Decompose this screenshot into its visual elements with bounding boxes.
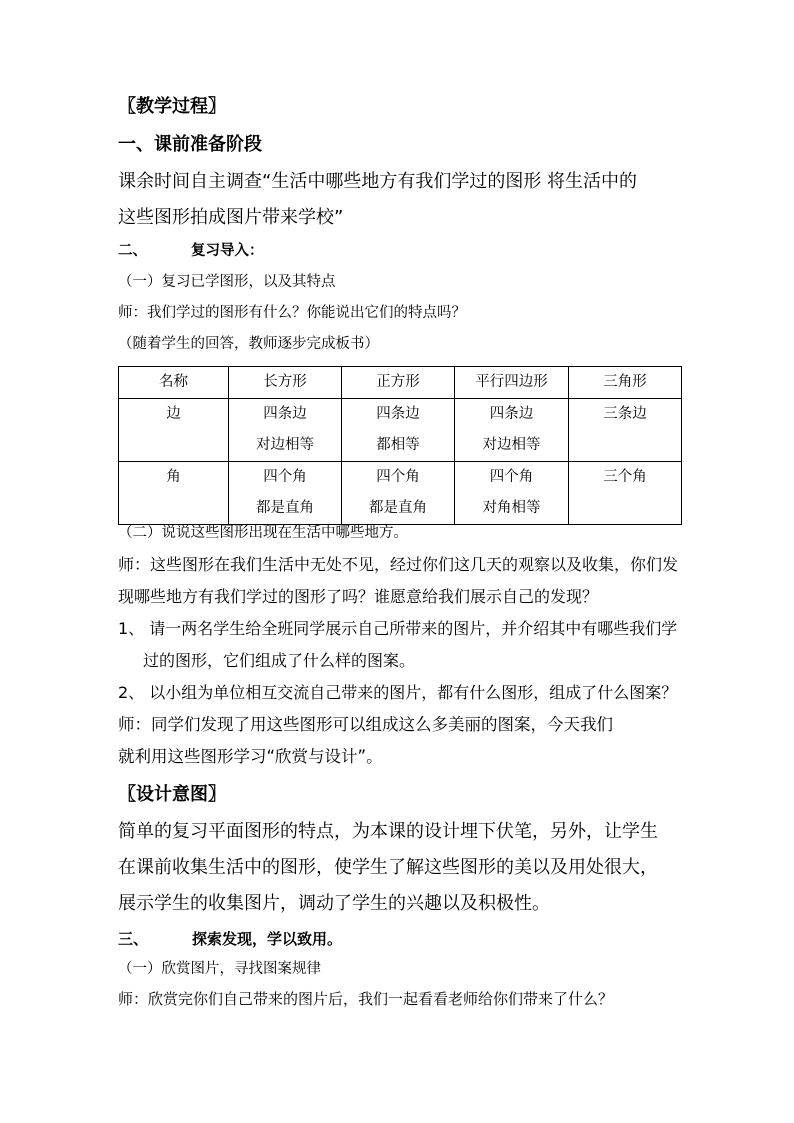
table-row (119, 399, 682, 462)
table-header-cell: 三角形 (569, 367, 682, 399)
table-cell (229, 399, 342, 462)
list-item-2: 2、 以小组为单位相互交流自己带来的图片，都有什么图形，组成了什么图案？ (118, 683, 678, 702)
teacher-note: （随着学生的回答，教师逐步完成板书） (118, 336, 379, 352)
table-cell (229, 462, 342, 525)
cell-line: 对角相等 (482, 500, 541, 516)
part2-number: 二、 (118, 243, 147, 259)
row-label-text: 角 (166, 469, 181, 485)
part3-heading (118, 932, 342, 947)
cell-line: 对边相等 (256, 437, 314, 453)
row-label-text: 边 (166, 406, 181, 422)
teacher-paragraph2-line2: 就利用这些图形学习“欣赏与设计”。 (118, 747, 383, 766)
cell-line: 四个角 (489, 469, 534, 485)
cell-line: 四条边 (376, 406, 420, 422)
part3-number: 三、 (118, 930, 149, 948)
part3-teacher-question: 师：欣赏完你们自己带来的图片后，我们一起看看老师给你们带来了什么？ (118, 990, 614, 1008)
table-cell (342, 399, 455, 462)
section-heading-design-intent: 〖设计意图〗 (118, 784, 226, 805)
shape-properties-table (118, 366, 682, 525)
teacher-paragraph2-line1: 师：同学们发现了用这些图形可以组成这么多美丽的图案，今天我们 (118, 715, 613, 734)
part1-heading: 一、课前准备阶段 (118, 134, 262, 155)
cell-line: 对边相等 (482, 437, 541, 453)
cell-line: 四个角 (376, 469, 420, 485)
table-cell (455, 462, 569, 525)
cell-line (569, 493, 681, 524)
cell-line: 四条边 (489, 406, 534, 422)
table-cell (342, 462, 455, 525)
table-header-row (119, 367, 682, 399)
teacher-paragraph-line2: 现哪些地方有我们学过的图形了吗？谁愿意给我们展示自己的发现？ (118, 587, 599, 606)
cell-line: 都相等 (376, 437, 420, 453)
list-item-1-line2: 过的图形，它们组成了什么样的图案。 (143, 651, 416, 670)
cell-line: 都是直角 (369, 500, 427, 516)
design-paragraph-line3: 展示学生的收集图片，调动了学生的兴趣以及积极性。 (118, 893, 550, 914)
subsection-2: （二）说说这些图形出现在生活中哪些地方。 (118, 525, 408, 541)
table-header-cell: 长方形 (229, 367, 342, 399)
cell-line: 四条边 (263, 406, 307, 422)
part3-subsection-1: （一）欣赏图片，寻找图案规律 (118, 961, 321, 977)
table-cell (569, 462, 682, 525)
teacher-paragraph-line1: 师：这些图形在我们生活中无处不见，经过你们这几天的观察以及收集，你们发 (118, 555, 679, 574)
cell-line: 四个角 (263, 469, 307, 485)
table-header-cell: 平行四边形 (455, 367, 569, 399)
part2-title: 复习导入： (191, 243, 264, 259)
table-row-label (119, 399, 229, 462)
table-header-cell: 正方形 (342, 367, 455, 399)
design-paragraph-line2: 在课前收集生活中的图形，使学生了解这些图形的美以及用处很大， (118, 857, 658, 878)
design-paragraph-line1: 简单的复习平面图形的特点，为本课的设计埋下伏笔，另外，让学生 (118, 821, 658, 842)
part1-paragraph-line1: 课余时间自主调查“生活中哪些地方有我们学过的图形 将生活中的 (118, 171, 638, 192)
cell-line (569, 430, 681, 461)
cell-line: 三条边 (603, 406, 647, 422)
cell-line: 都是直角 (256, 500, 314, 516)
cell-line: 三个角 (603, 469, 647, 485)
table-cell (569, 399, 682, 462)
teacher-question-1: 师：我们学过的图形有什么？你能说出它们的特点吗？ (118, 305, 466, 321)
section-heading-teaching-process: 〖教学过程〗 (118, 96, 226, 117)
table-cell (455, 399, 569, 462)
part1-paragraph-line2: 这些图形拍成图片带来学校” (118, 207, 344, 228)
part3-title: 探索发现，学以致用。 (192, 930, 343, 948)
table-row (119, 462, 682, 525)
part2-heading (118, 244, 264, 259)
list-item-1-line1: 1、 请一两名学生给全班同学展示自己所带来的图片，并介绍其中有哪些我们学 (118, 619, 678, 638)
table-header-cell: 名称 (119, 367, 229, 399)
table-row-label (119, 462, 229, 525)
subsection-1: （一）复习已学图形，以及其特点 (118, 274, 336, 290)
